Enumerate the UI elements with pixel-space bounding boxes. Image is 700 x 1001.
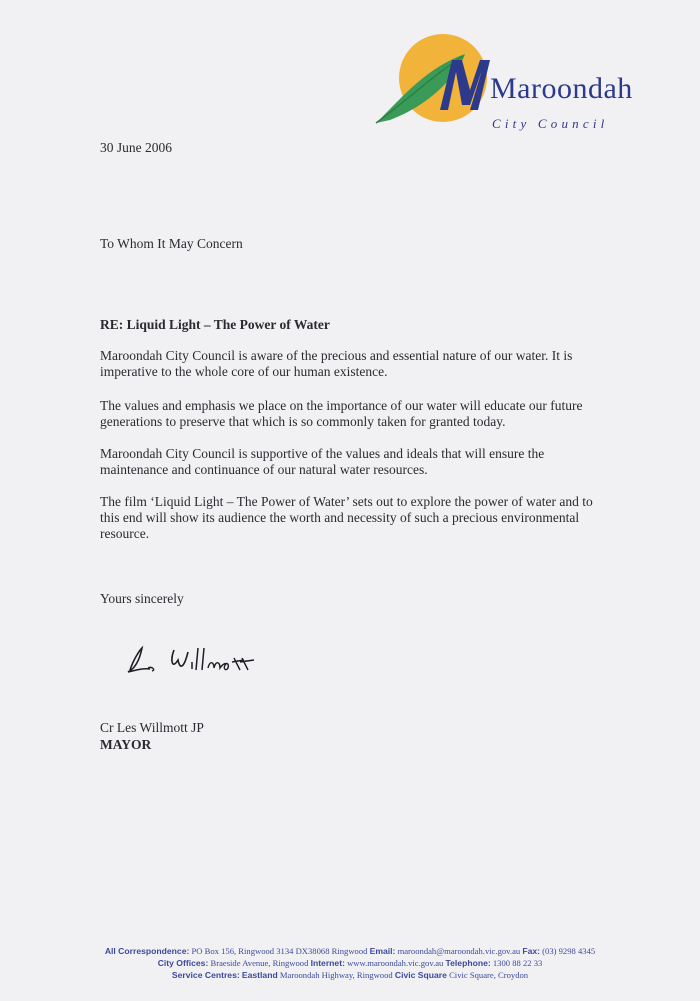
footer-email[interactable]: maroondah@maroondah.vic.gov.au xyxy=(397,946,521,956)
footer-website[interactable]: www.maroondah.vic.gov.au xyxy=(347,958,444,968)
body-paragraph-2: The values and emphasis we place on the importance of our water will educate our future generations to preserve that which is so commonly taken for granted today. xyxy=(100,398,583,429)
body-paragraph-3: Maroondah City Council is supportive of the values and ideals that will ensure the maintenance and continuance of our natural water resources. xyxy=(100,446,545,477)
logo-wordmark: Maroondah xyxy=(490,72,633,105)
closing: Yours sincerely xyxy=(100,591,184,606)
signatory-title: MAYOR xyxy=(100,737,152,752)
letterhead-footer xyxy=(0,945,700,981)
footer-label: Civic Square xyxy=(394,970,447,980)
footer-label: Service Centres: xyxy=(171,970,240,980)
footer-label: Eastland xyxy=(241,970,278,980)
footer-value: Maroondah Highway, Ringwood xyxy=(279,970,393,980)
footer-row-offices xyxy=(0,957,700,969)
salutation: To Whom It May Concern xyxy=(100,236,243,251)
footer-value: (03) 9298 4345 xyxy=(542,946,596,956)
footer-value: Braeside Avenue, Ringwood xyxy=(210,958,309,968)
footer-label: Internet: xyxy=(310,958,345,968)
footer-value: 1300 88 22 33 xyxy=(492,958,543,968)
council-logo xyxy=(370,30,660,140)
footer-label: Fax: xyxy=(522,946,541,956)
signatory-name: Cr Les Willmott JP xyxy=(100,720,204,735)
footer-row-correspondence xyxy=(0,945,700,957)
footer-label: All Correspondence: xyxy=(104,946,190,956)
body-paragraph-1: Maroondah City Council is aware of the precious and essential nature of our water. It is imperative to the whole core of our human existence. xyxy=(100,348,573,379)
letter-date: 30 June 2006 xyxy=(100,140,172,155)
footer-label: Email: xyxy=(369,946,396,956)
footer-label: City Offices: xyxy=(157,958,209,968)
footer-value: PO Box 156, Ringwood 3134 DX38068 Ringwood xyxy=(191,946,368,956)
logo-subtitle: City Council xyxy=(492,116,609,131)
signature xyxy=(122,640,302,680)
subject-line: RE: Liquid Light – The Power of Water xyxy=(100,317,330,332)
footer-label: Telephone: xyxy=(445,958,491,968)
footer-value: Civic Square, Croydon xyxy=(449,970,529,980)
footer-row-service-centres xyxy=(0,969,700,981)
body-paragraph-4: The film ‘Liquid Light – The Power of Water’ sets out to explore the power of water and to this end will show its audience the worth and necessity of such a precious environmental resource. xyxy=(100,494,593,541)
